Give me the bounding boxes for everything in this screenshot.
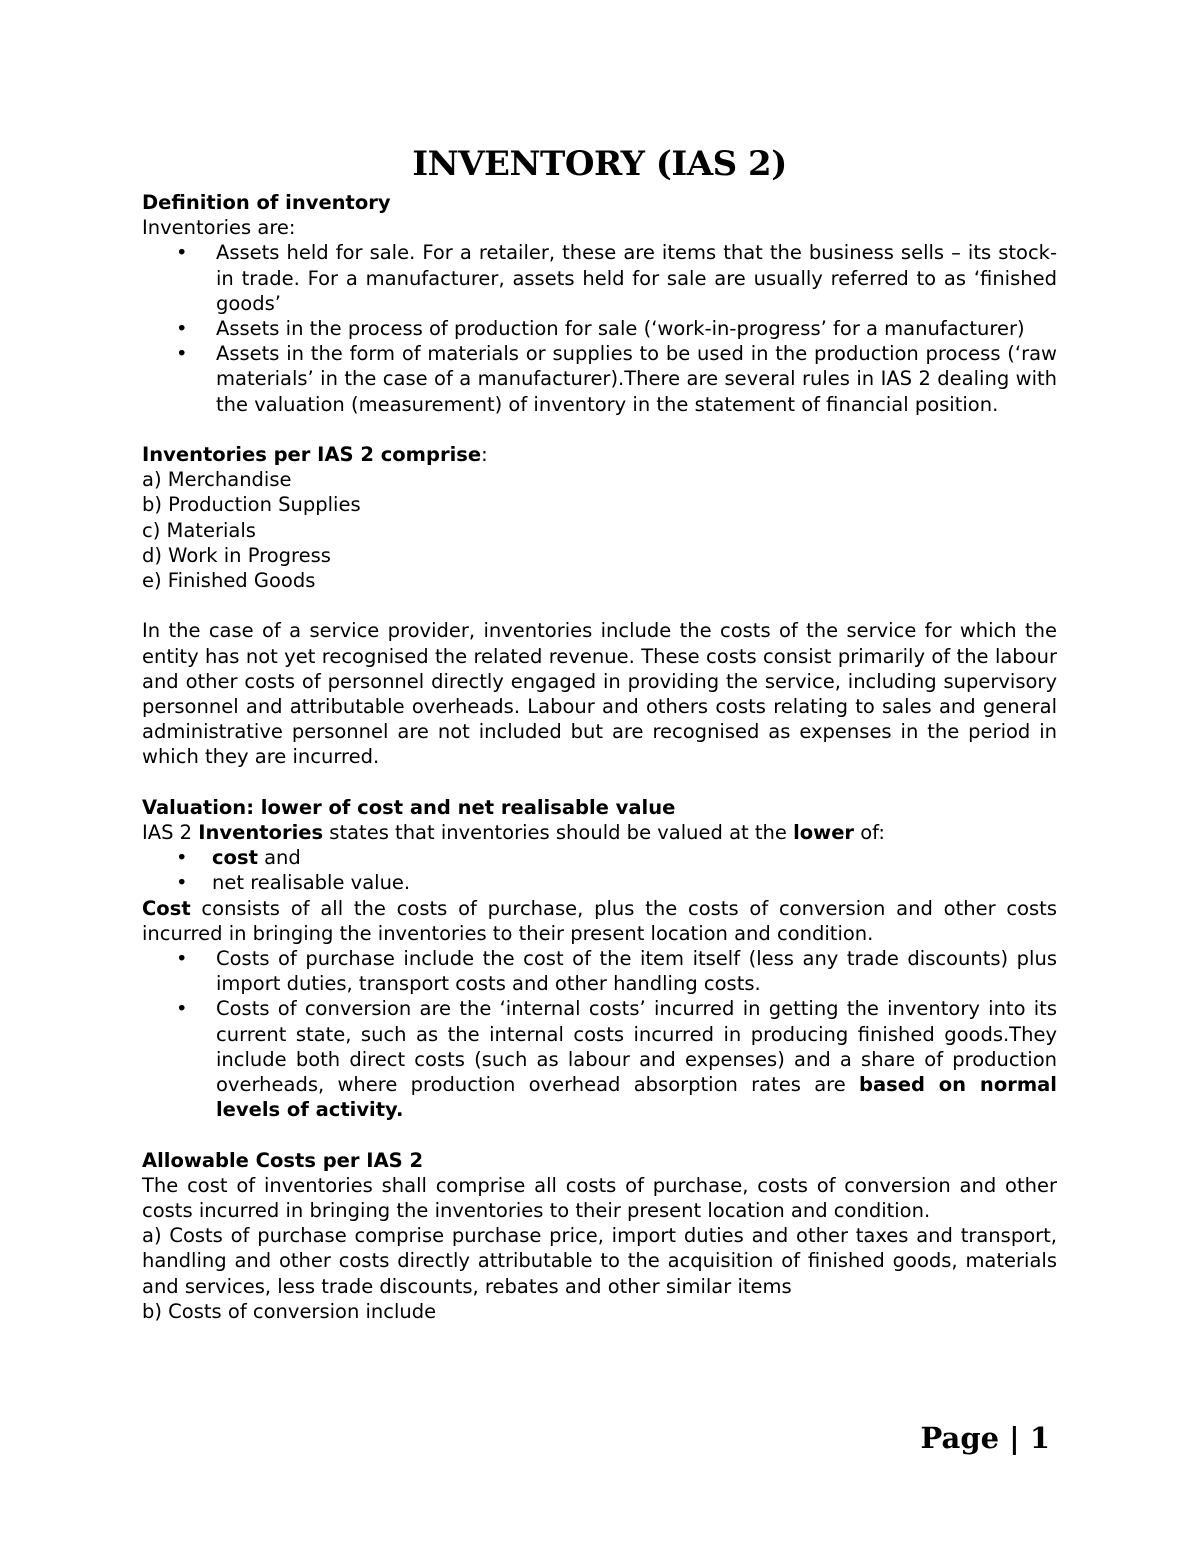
spacer bbox=[142, 1122, 1057, 1147]
valuation-text: of: bbox=[854, 821, 885, 845]
valuation-text: and bbox=[257, 846, 301, 870]
cost-bullet bbox=[142, 996, 1057, 1122]
comprise-item: e) Finished Goods bbox=[142, 569, 316, 593]
valuation-statement bbox=[142, 820, 1057, 845]
allowable-costs-item-b: b) Costs of conversion include bbox=[142, 1299, 437, 1323]
comprise-heading-line bbox=[142, 442, 1057, 467]
allowable-costs-paragraph: The cost of inventories shall comprise all costs of purchase, costs of conversion and other costs incurred in bringing the inventories to their present location and condition. bbox=[142, 1173, 1057, 1223]
cost-text: consists of all the costs of purchase, plus the costs of conversion and other costs incurred in bringing the inventories to their present location and condition. bbox=[142, 896, 1057, 945]
definition-bullet-list bbox=[142, 240, 1057, 416]
page-number: Page | 1 bbox=[920, 1421, 1050, 1455]
valuation-bold-inventories: Inventories bbox=[198, 821, 324, 845]
comprise-item: c) Materials bbox=[142, 518, 256, 542]
cost-bold: Cost bbox=[142, 896, 191, 920]
valuation-bullet-list bbox=[142, 845, 1057, 895]
definition-bullet: • Assets held for sale. For a retailer, these are items that the business sells – its stock-in trade. For a manufacturer, assets held for sale are usually referred to as ‘finished goods’ bbox=[142, 240, 1057, 316]
spacer bbox=[142, 593, 1057, 618]
comprise-heading: Inventories per IAS 2 comprise bbox=[142, 443, 482, 467]
valuation-bold-lower: lower bbox=[793, 821, 855, 845]
comprise-list bbox=[142, 467, 1057, 593]
comprise-item: a) Merchandise bbox=[142, 468, 292, 492]
comprise-colon: : bbox=[481, 443, 488, 467]
definition-bullet: • Assets in the process of production for sale (‘work-in-progress’ for a manufacturer) bbox=[142, 316, 1057, 341]
cost-bullet: • Costs of purchase include the cost of the item itself (less any trade discounts) plus import duties, transport costs and other handling costs. bbox=[142, 946, 1057, 996]
allowable-costs-item-a: a) Costs of purchase comprise purchase price, import duties and other taxes and transport, handling and other costs directly attributable to the acquisition of finished goods, materials and services, less trade discounts, rebates and other similar items bbox=[142, 1224, 1057, 1298]
valuation-bold-cost: cost bbox=[212, 846, 258, 870]
page-title: INVENTORY (IAS 2) bbox=[412, 144, 787, 184]
cost-paragraph bbox=[142, 896, 1057, 946]
valuation-bullet: • net realisable value. bbox=[142, 870, 1057, 895]
cost-bullet-text: Costs of conversion are the ‘internal costs’ incurred in getting the inventory into its current state, such as the internal costs incurred in producing finished goods.They include both direct costs (such as labour and expenses) and a share of production overheads, where production overhead absorption rates are bbox=[216, 997, 1057, 1097]
cost-bullet-bold: based on normal levels of activity. bbox=[216, 1073, 1057, 1122]
spacer bbox=[142, 417, 1057, 442]
valuation-heading: Valuation: lower of cost and net realisable value bbox=[142, 795, 676, 819]
allowable-costs-heading: Allowable Costs per IAS 2 bbox=[142, 1148, 424, 1172]
definition-intro: Inventories are: bbox=[142, 216, 296, 240]
page-content bbox=[142, 138, 1057, 1324]
valuation-text: IAS 2 bbox=[142, 821, 199, 845]
definition-heading: Definition of inventory bbox=[142, 191, 391, 214]
spacer bbox=[142, 770, 1057, 795]
comprise-item: d) Work in Progress bbox=[142, 543, 331, 567]
comprise-item: b) Production Supplies bbox=[142, 493, 361, 517]
valuation-bullet bbox=[142, 845, 1057, 870]
valuation-text: states that inventories should be valued at the bbox=[323, 821, 794, 845]
service-provider-paragraph: In the case of a service provider, inventories include the costs of the service for which the entity has not yet recognised the related revenue. These costs consist primarily of the labour and other costs of personnel directly engaged in providing the service, including supervisory personnel and attributable overheads. Labour and others costs relating to sales and general administrative personnel are not included but are recognised as expenses in the period in which they are incurred. bbox=[142, 619, 1057, 769]
cost-bullet-list bbox=[142, 946, 1057, 1122]
definition-bullet: • Assets in the form of materials or supplies to be used in the production process (‘raw materials’ in the case of a manufacturer).There are several rules in IAS 2 dealing with the valuation (measurement) of inventory in the statement of financial position. bbox=[142, 341, 1057, 417]
